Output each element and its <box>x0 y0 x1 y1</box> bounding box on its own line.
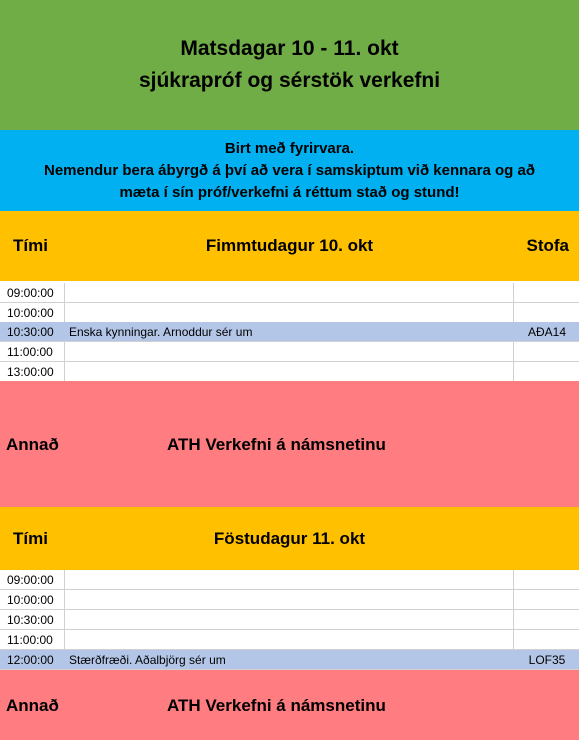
row-time: 09:00:00 <box>7 286 54 300</box>
row-room <box>518 570 576 590</box>
row-time: 11:00:00 <box>7 633 53 647</box>
day1-other-label: Annað <box>6 435 59 454</box>
row-room: LOF35 <box>528 653 566 667</box>
table-row <box>0 610 579 630</box>
row-desc: Stærðfræði. Aðalbjörg sér um <box>69 653 226 667</box>
notice-banner <box>0 130 579 211</box>
row-time: 13:00:00 <box>7 365 54 379</box>
day2-header <box>0 507 579 570</box>
table-row <box>0 570 579 590</box>
table-row <box>0 342 579 362</box>
row-time: 10:30:00 <box>7 613 54 627</box>
table-row-highlighted <box>0 650 579 670</box>
day1-header-time: Tími <box>13 236 48 255</box>
notice-line-2: Nemendur bera ábyrgð á því að vera í samskiptum við kennara og að <box>43 161 535 179</box>
day1-other-text: ATH Verkefni á námsnetinu <box>167 435 386 454</box>
day2-other-text: ATH Verkefni á námsnetinu <box>167 696 386 715</box>
row-room: AÐA14 <box>527 325 567 339</box>
day2-header-time: Tími <box>13 529 48 548</box>
row-desc: Enska kynningar. Arnoddur sér um <box>69 325 253 339</box>
day1-header <box>0 211 579 281</box>
table-row <box>0 303 579 323</box>
day1-header-room: Stofa <box>526 236 569 255</box>
row-room <box>518 283 576 303</box>
row-room <box>518 630 576 650</box>
row-time: 10:30:00 <box>7 325 54 339</box>
title-line-1: Matsdagar 10 - 11. okt <box>180 37 399 60</box>
notice-line-3: mæta í sín próf/verkefni á réttum stað og stund! <box>119 183 460 201</box>
title-banner <box>0 0 579 130</box>
notice-line-1: Birt með fyrirvara. <box>224 139 355 157</box>
table-row <box>0 362 579 382</box>
table-row <box>0 283 579 303</box>
row-room <box>518 342 576 362</box>
day2-other-label: Annað <box>6 696 59 715</box>
row-room <box>518 362 576 382</box>
row-room <box>518 590 576 610</box>
row-time: 10:00:00 <box>7 593 54 607</box>
day1-header-day: Fimmtudagur 10. okt <box>205 236 374 255</box>
table-row-highlighted <box>0 322 579 342</box>
row-time: 09:00:00 <box>7 573 54 587</box>
row-room <box>518 610 576 630</box>
row-time: 11:00:00 <box>7 345 53 359</box>
title-line-2: sjúkrapróf og sérstök verkefni <box>138 69 441 92</box>
table-row <box>0 590 579 610</box>
table-row <box>0 630 579 650</box>
row-time: 10:00:00 <box>7 306 54 320</box>
day2-other-section <box>0 670 579 740</box>
row-time: 12:00:00 <box>7 653 54 667</box>
day1-other-section <box>0 381 579 507</box>
row-room <box>518 303 576 323</box>
day2-header-day: Föstudagur 11. okt <box>213 529 366 548</box>
